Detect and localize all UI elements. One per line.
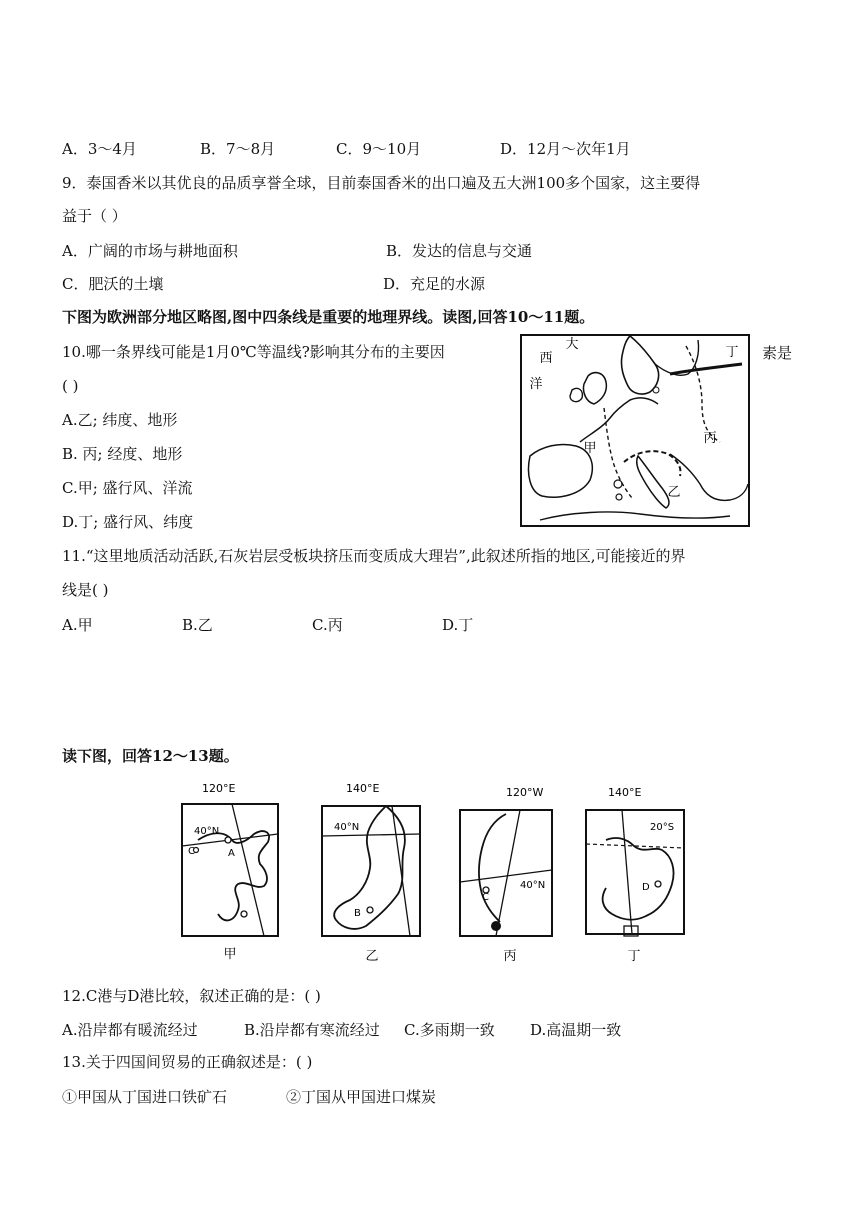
q8-option-b: B．7～8月 xyxy=(200,140,276,158)
map-yi xyxy=(322,782,420,964)
q9-stem-line1: 9．泰国香米以其优良的品质享誉全球，目前泰国香米的出口遍及五大洲100多个国家，这主要得 xyxy=(62,174,701,192)
q11-stem-line2: 线是( ) xyxy=(62,581,109,599)
q12-option-c: C.多雨期一致 xyxy=(404,1021,495,1039)
q10-stem-tail: 素是 xyxy=(762,344,793,362)
europe-label-ding: 丁 xyxy=(725,345,739,360)
q10-option-a: A.乙; 纬度、地形 xyxy=(62,411,178,429)
map-bing xyxy=(460,786,552,964)
q8-option-d: D．12月～次年1月 xyxy=(500,140,631,158)
map-jia-point-c: C xyxy=(188,846,195,857)
europe-label-xi: 西 xyxy=(539,351,553,366)
europe-label-yang: 洋 xyxy=(529,377,543,392)
q10-stem-line2: ( ) xyxy=(62,377,79,395)
map-bing-lat: 40°N xyxy=(520,880,546,891)
q8-option-c: C．9～10月 xyxy=(336,140,422,158)
q9-stem-line2: 益于（ ） xyxy=(62,207,127,225)
q9-option-d: D．充足的水源 xyxy=(383,275,486,293)
europe-label-da: 大 xyxy=(565,337,579,352)
map-yi-point-b: B xyxy=(354,908,361,919)
map-jia-lon: 120°E xyxy=(202,782,236,795)
q11-option-d: D.丁 xyxy=(442,616,474,634)
map-ding-lat: 20°S xyxy=(650,822,675,833)
map-bing-name: 丙 xyxy=(503,949,517,964)
map-jia-point-a: A xyxy=(228,848,235,859)
q12-stem: 12.C港与D港比较，叙述正确的是：( ) xyxy=(62,987,321,1005)
europe-label-yi: 乙 xyxy=(667,485,681,500)
q9-option-a: A．广阔的市场与耕地面积 xyxy=(62,242,238,260)
map-jia xyxy=(182,782,278,962)
q12-option-b: B.沿岸都有寒流经过 xyxy=(244,1021,380,1039)
map-ding-point-d: D xyxy=(642,882,650,893)
q13-item-2: ②丁国从甲国进口煤炭 xyxy=(286,1088,437,1106)
q9-option-b: B．发达的信息与交通 xyxy=(386,242,533,260)
q10-stem-line1: 10.哪一条界线可能是1月0℃等温线?影响其分布的主要因 xyxy=(62,343,445,361)
map-ding-name: 丁 xyxy=(627,949,641,964)
map-jia-lat: 40°N xyxy=(194,826,220,837)
q12-option-d: D.高温期一致 xyxy=(530,1021,622,1039)
map-yi-name: 乙 xyxy=(365,949,379,964)
map-yi-lat: 40°N xyxy=(334,822,360,833)
q9-option-c: C．肥沃的土壤 xyxy=(62,275,164,293)
q13-stem: 13.关于四国间贸易的正确叙述是：( ) xyxy=(62,1053,313,1071)
q10-option-c: C.甲; 盛行风、洋流 xyxy=(62,479,193,497)
europe-label-jia: 甲 xyxy=(583,441,597,456)
map-ding-lon: 140°E xyxy=(608,786,642,799)
map-bing-point-c: C xyxy=(482,892,489,903)
q11-option-b: B.乙 xyxy=(182,616,213,634)
europe-label-bing: 丙 xyxy=(703,431,717,446)
q10-option-d: D.丁; 盛行风、纬度 xyxy=(62,513,194,531)
q12-option-a: A.沿岸都有暖流经过 xyxy=(62,1021,198,1039)
q13-item-1: ①甲国从丁国进口铁矿石 xyxy=(62,1088,228,1106)
q10-option-b: B. 丙; 经度、地形 xyxy=(62,445,183,463)
europe-intro: 下图为欧洲部分地区略图,图中四条线是重要的地理界线。读图,回答10～11题。 xyxy=(62,308,595,326)
q8-option-a: A．3～4月 xyxy=(62,140,137,158)
q11-option-c: C.丙 xyxy=(312,616,343,634)
map-jia-name: 甲 xyxy=(223,947,237,962)
europe-map xyxy=(520,334,750,527)
countries-intro: 读下图，回答12～13题。 xyxy=(62,747,239,765)
map-yi-lon: 140°E xyxy=(346,782,380,795)
q11-option-a: A.甲 xyxy=(62,616,93,634)
map-bing-lon: 120°W xyxy=(506,786,544,799)
country-maps xyxy=(176,776,692,970)
q11-stem-line1: 11.“这里地质活动活跃,石灰岩层受板块挤压而变质成大理岩”,此叙述所指的地区,可能接近的界 xyxy=(62,547,686,565)
map-ding xyxy=(586,786,684,964)
